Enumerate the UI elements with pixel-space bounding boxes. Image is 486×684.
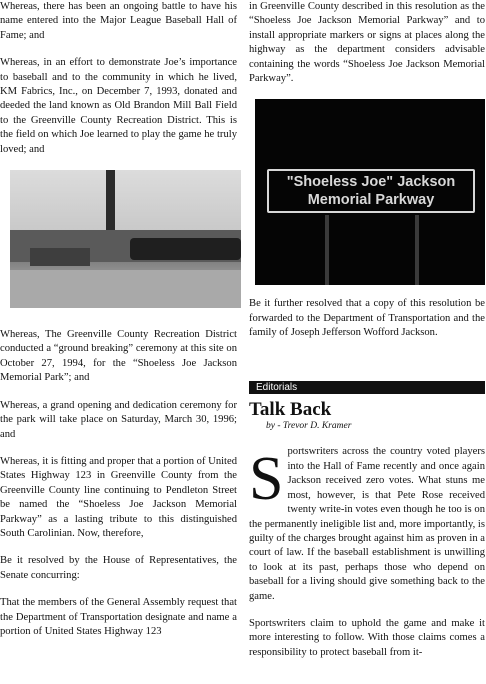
article-paragraph: Sportswriters claim to uphold the game and make it more interesting to follow. With those claims comes a responsibility to protect baseball from it- [249, 617, 485, 658]
byline: by - Trevor D. Kramer [266, 421, 352, 432]
sign-post [325, 215, 329, 285]
paragraph: Be it further resolved that a copy of this resolution be forwarded to the Department of Transportation and the family of Joseph Jefferson Wofford Jackson. [249, 298, 485, 339]
drop-cap: S [249, 445, 284, 514]
mill-field-photo [10, 170, 241, 308]
sign-line: "Shoeless Joe" Jackson [286, 174, 456, 191]
paragraph: Whereas, The Greenville County Recreation District conducted a “ground breaking” ceremony at this site on October 27, 1994, for the “Shoeless Joe Jackson Memorial Park”; and [0, 329, 237, 384]
paragraph: Whereas, in an effort to demonstrate Joe’s importance to baseball and to the community in which he lived, KM Fabrics, Inc., on December 7, 1993, donated and deeded the land known as Old Brandon Mill Ball Field to the Greenville County Recreation District. This is the field on which Joe learned to play the game he truly loved; and [0, 57, 237, 155]
article-text: portswriters across the country voted players into the Hall of Fame recently and once again Jackson received zero votes. What stuns me most, however, is that Pete Rose received twenty write-in votes even though he too is on the permanently ineligible list and, more importantly, is guilty of the charges brought against him as proven in a court of law. If the baseball establishment is unwilling to look at its past, perhaps those who depend on baseball for a living should give something back to the game. [249, 446, 485, 602]
parkway-sign [267, 169, 475, 213]
article-title: Talk Back [249, 398, 332, 420]
article-paragraph [249, 445, 485, 603]
left-column [0, 0, 237, 652]
parkway-sign-photo [255, 99, 485, 285]
sign-line: Memorial Parkway [307, 192, 435, 209]
paragraph: Whereas, it is fitting and proper that a portion of United States Highway 123 in Greenville County from the Greenville County line continuing to Pendleton Street be named the “Shoeless Joe Jackson Memorial Parkway” as a lasting tribute to this distinguished South Carolinian. Now, therefore, [0, 455, 237, 539]
storage-tank [130, 238, 241, 260]
paragraph: That the members of the General Assembly request that the Department of Transportation designate and name a portion of United States Highway 123 [0, 597, 237, 637]
section-label: Editorials [249, 381, 485, 394]
ground [10, 270, 241, 308]
paragraph: in Greenville County described in this resolution as the “Shoeless Joe Jackson Memorial Parkway” and to install appropriate markers or signs at places along the highway as the department considers advisable containing the words “Shoeless Joe Jackson Memorial Parkway”. [249, 1, 485, 85]
sign-post [415, 215, 419, 285]
paragraph: Be it resolved by the House of Representatives, the Senate concurring: [0, 555, 237, 581]
paragraph: Whereas, there has been an ongoing battle to have his name entered into the Major League Baseball Hall of Fame; and [0, 1, 237, 41]
shed [30, 248, 90, 266]
right-column [249, 0, 485, 673]
paragraph: Whereas, a grand opening and dedication ceremony for the park will take place on Saturday, March 30, 1996; and [0, 399, 237, 440]
